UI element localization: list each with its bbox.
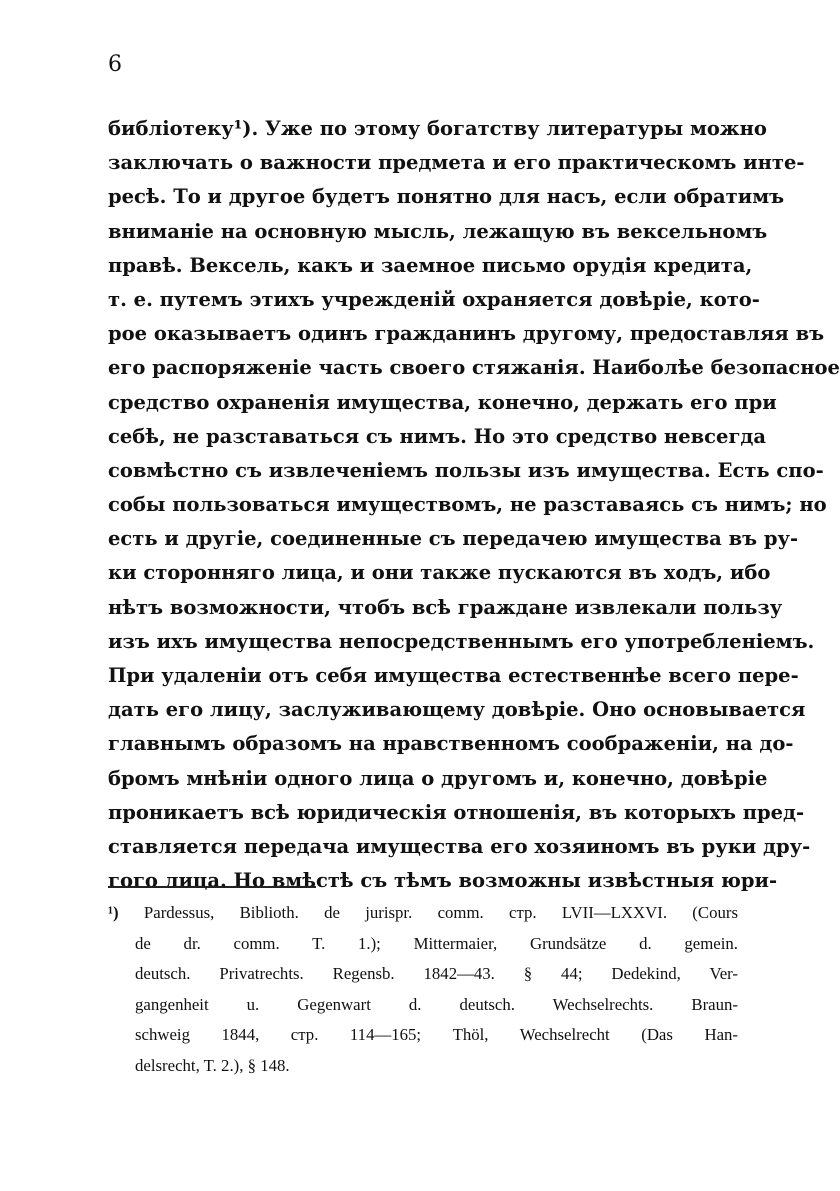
body-line: проникаетъ всѣ юридическія отношенія, въ которыхъ пред- bbox=[108, 800, 805, 824]
body-line: гого лица. Но вмѣстѣ съ тѣмъ возможны извѣстныя юри- bbox=[108, 869, 778, 893]
body-line: При удаленіи отъ себя имущества естественнѣе всего пере- bbox=[108, 664, 799, 687]
body-line: изъ ихъ имущества непосредственнымъ его употребленіемъ. bbox=[108, 629, 815, 653]
body-line: дать его лицу, заслуживающему довѣріе. Оно основывается bbox=[108, 698, 806, 722]
footnote-line: gangenheit u. Gegenwart d. deutsch. Wechselrechts. Braun- bbox=[135, 994, 738, 1014]
page-number: 6 bbox=[108, 52, 122, 77]
body-line: средство охраненія имущества, конечно, держать его при bbox=[108, 390, 777, 414]
footnote-marker: ¹) bbox=[108, 903, 119, 922]
body-line: его распоряженіе часть своего стяжанія. Наиболѣе безопасное bbox=[108, 356, 840, 380]
footnote-line: de dr. comm. T. 1.); Mittermaier, Grundsätze d. gemein. bbox=[135, 933, 738, 953]
body-line: ставляется передача имущества его хозяиномъ въ руки дру- bbox=[108, 834, 811, 858]
body-line: главнымъ образомъ на нравственномъ соображеніи, на до- bbox=[108, 732, 794, 756]
footnote bbox=[108, 898, 738, 1082]
footnote-line: schweig 1844, стр. 114—165; Thöl, Wechselrecht (Das Han- bbox=[135, 1025, 738, 1045]
footnote-divider bbox=[108, 886, 316, 888]
body-line: бромъ мнѣніи одного лица о другомъ и, конечно, довѣріе bbox=[108, 766, 768, 790]
footnote-line: deutsch. Privatrechts. Regensb. 1842—43. § 44; Dedekind, Ver- bbox=[135, 964, 738, 984]
body-line: ресѣ. То и другое будетъ понятно для насъ, если обратимъ bbox=[108, 185, 785, 209]
body-line: есть и другіе, соединенные съ передачею имущества въ ру- bbox=[108, 527, 799, 551]
body-line: заключать о важности предмета и его практическомъ инте- bbox=[108, 151, 805, 175]
footnote-line bbox=[108, 898, 738, 929]
footnote-line: delsrecht, T. 2.), § 148. bbox=[135, 1055, 290, 1075]
body-line: библіотеку¹). Уже по этому богатству литературы можно bbox=[108, 117, 767, 140]
body-line: правѣ. Вексель, какъ и заемное письмо орудія кредита, bbox=[108, 253, 753, 277]
body-line: собы пользоваться имуществомъ, не разставаясь съ нимъ; но bbox=[108, 493, 827, 517]
body-line: совмѣстно съ извлеченіемъ пользы изъ имущества. Есть спо- bbox=[108, 458, 824, 482]
body-text bbox=[108, 112, 840, 898]
body-line: нѣтъ возможности, чтобъ всѣ граждане извлекали пользу bbox=[108, 595, 783, 619]
body-line: т. е. путемъ этихъ учрежденій охраняется довѣріе, кото- bbox=[108, 287, 760, 311]
body-line: ки сторонняго лица, и они также пускаются въ ходъ, ибо bbox=[108, 561, 771, 585]
body-line: рое оказываетъ одинъ гражданинъ другому, предоставляя въ bbox=[108, 322, 825, 346]
body-line: себѣ, не разставаться съ нимъ. Но это средство невсегда bbox=[108, 424, 767, 448]
footnote-line-text: Pardessus, Biblioth. de jurispr. comm. стр. LVII—LXXVI. (Cours bbox=[143, 903, 738, 922]
body-line: вниманіе на основную мысль, лежащую въ вексельномъ bbox=[108, 219, 768, 243]
